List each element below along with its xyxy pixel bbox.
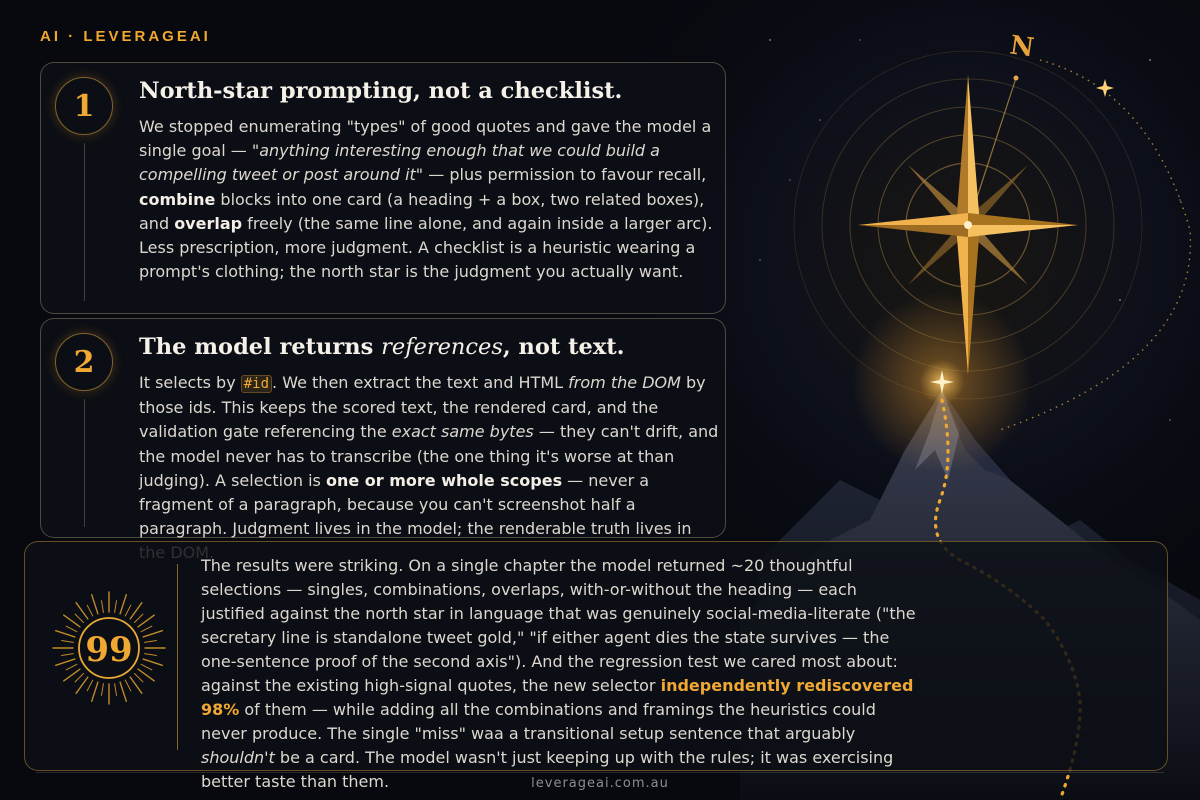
brand-label: AI · LEVERAGEAI	[40, 28, 211, 45]
sunburst-ray	[135, 674, 143, 682]
sunburst-ray	[87, 605, 93, 616]
section-number-badge: 2	[55, 333, 113, 391]
timeline-line	[84, 143, 85, 301]
highlight-text: independently rediscovered 98%	[201, 676, 914, 719]
sunburst-ray	[135, 614, 143, 622]
sunburst-ray	[125, 605, 131, 616]
sunburst-ray	[145, 654, 157, 656]
footer-url[interactable]: leverageai.com.au	[531, 776, 669, 791]
sunburst-ray	[102, 684, 104, 696]
sunburst-ray	[143, 631, 162, 637]
sunburst-ray	[125, 680, 131, 691]
sunburst-ray	[120, 682, 126, 701]
sunburst-ray	[56, 631, 75, 637]
sunburst-ray	[66, 664, 77, 670]
sunburst-ray	[115, 684, 117, 696]
sunburst-ray	[102, 601, 104, 613]
timeline-line	[84, 399, 85, 527]
sunburst-ray	[141, 626, 152, 632]
sunburst-ray	[92, 595, 98, 614]
sunburst-ray	[115, 601, 117, 613]
sunburst-ray	[62, 641, 74, 643]
svg-text:99: 99	[85, 630, 133, 670]
results-body: The results were striking. On a single chapter the model returned ~20 thoughtful selections — singles, combinations, overlaps, with-or-without the heading — each justified against the north star in language that was genuinely social-media-literate ("the secretary line is standalone tweet gold," "if either agent dies the state survives — the one-sentence proof of the second axis"). And the regression test we cared most about: against the existing high-signal quotes, the new selector independently rediscovered 98% of them — while adding all the combinations and framings the heuristics could never produce. The single "miss" waa a transitional setup sentence that arguably shouldn't be a card. The model wasn't just keeping up with the rules; it was exercising better taste than them.	[201, 556, 916, 791]
quote-icon	[51, 590, 167, 706]
section-title: North-star prompting, not a checklist.	[139, 78, 623, 104]
section-card-1	[40, 62, 726, 314]
section-card-2	[40, 318, 726, 538]
section-body: It selects by #id . We then extract the text and HTML from the DOM by those ids. This keeps the scored text, the rendered card, and the validation gate referencing the exact same bytes — they can't drift, and the model never has to transcribe (the one thing it's worse at than judging). A selection is one or more whole scopes — never a fragment of a paragraph, because you can't screenshot half a paragraph. Judgment lives in the model; the renderable truth lives in	[139, 373, 719, 539]
section-body: We stopped enumerating "types" of good quotes and gave the model a single goal — "anything interesting enough that we could build a compelling tweet or post around it" — plus permission to favour recall, combine blocks into one card (a heading + a box, two related boxes), and overlap freely (the same line alone, and again inside a larger arc). Less prescription, more judgment. A checklist is a heuristic wearing a prompt's clothing; the north star is the judgment you actually want.	[139, 117, 713, 282]
sunburst-ray	[56, 659, 75, 665]
section-title: The model returns references, not text.	[139, 334, 625, 360]
section-number-badge: 1	[55, 77, 113, 135]
sunburst-ray	[120, 595, 126, 614]
sunburst-ray	[75, 674, 83, 682]
sunburst-ray	[66, 626, 77, 632]
sunburst-ray	[143, 659, 162, 665]
footer-divider	[36, 772, 1164, 773]
sunburst-ray	[92, 682, 98, 701]
sunburst-ray	[141, 664, 152, 670]
sunburst-ray	[145, 641, 157, 643]
compass-north-label: N	[1008, 30, 1036, 64]
id-code-token: #id	[241, 375, 272, 393]
sunburst-ray	[62, 654, 74, 656]
sunburst-ray	[87, 680, 93, 691]
sunburst-ray	[75, 614, 83, 622]
divider	[177, 564, 178, 750]
